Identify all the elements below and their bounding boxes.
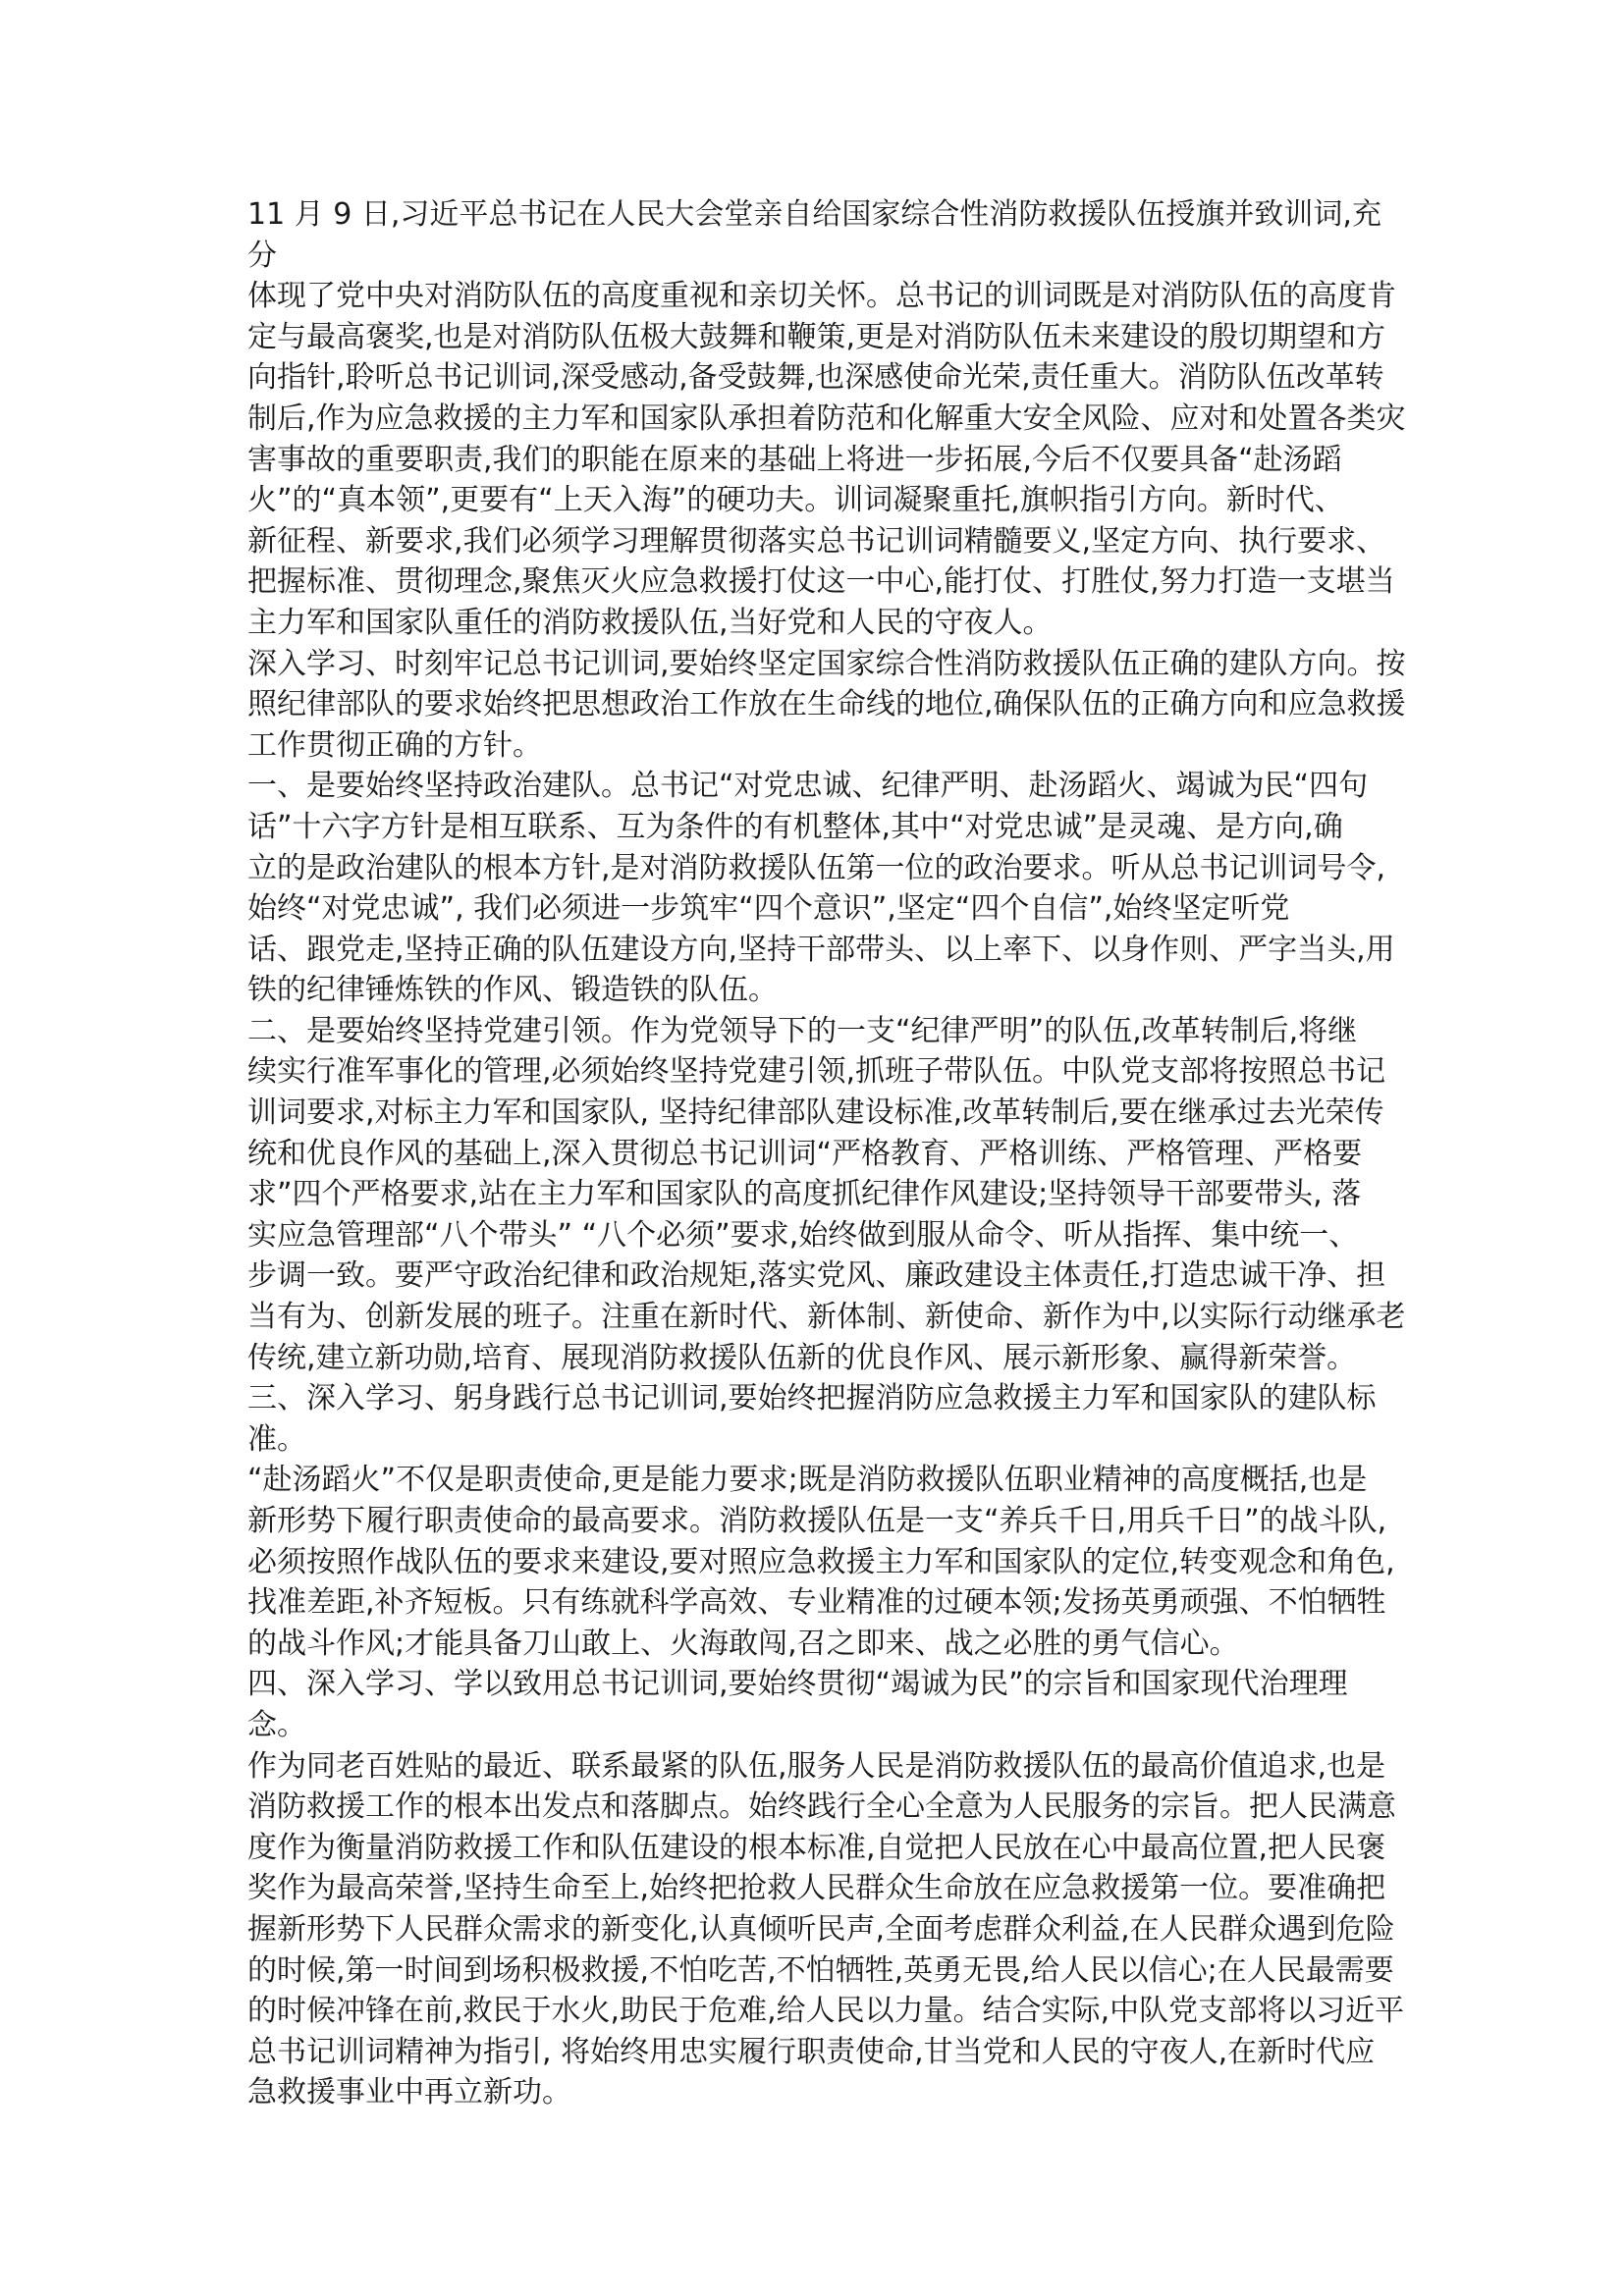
paragraph-section-4: 四、深入学习、学以致用总书记训词,要始终贯彻“竭诚为民”的宗旨和国家现代治理理念。 作为同老百姓贴的最近、联系最紧的队伍,服务人民是消防救援队伍的最高价值追求,也是 消防救援工作的根本出发点和落脚点。始终践行全心全意为人民服务的宗旨。把人民满意 度作为衡量消防救援工作和队伍建设的根本标准,自觉把人民放在心中最高位置,把人民褒 奖作为最高荣誉,坚持生命至上,始终把抢救人民群众生命放在应急救援第一位。要准确把 握新形势下人民群众需求的新变化,认真倾听民声,全面考虑群众利益,在人民群众遇到危险 的时候,第一时间到场积极救援,不怕吃苦,不怕牺牲,英勇无畏,给人民以信心;在人民最需要 的时候冲锋在前,救民于水火,助民于危难,给人民以力量。结合实际,中队党支部将以习近平 总书记训词精神为指引, 将始终用忠实履行职责使命,甘当党和人民的守夜人,在新时代应 急救援事业中再立新功。 — [247, 1667, 1405, 2110]
paragraph-section-1: 一、是要始终坚持政治建队。总书记“对党忠诚、纪律严明、赴汤蹈火、竭诚为民“四句 话”十六字方针是相互联系、互为条件的有机整体,其中“对党忠诚”是灵魂、是方向,确 立的是政治建队的根本方针,是对消防救援队伍第一位的政治要求。听从总书记训词号令, 始终“对党忠诚”, 我们必须进一步筑牢“四个意识”,坚定“四个自信”,始终坚定听党 话、跟党走,坚持正确的队伍建设方向,坚持干部带头、以上率下、以身作则、严字当头,用 铁的纪律锤炼铁的作风、锻造铁的队伍。 — [247, 769, 1395, 1008]
paragraph-section-3: 三、深入学习、躬身践行总书记训词,要始终把握消防应急救援主力军和国家队的建队标准。 “赴汤蹈火”不仅是职责使命,更是能力要求;既是消防救援队伍职业精神的高度概括,也是 新形势下履行职责使命的最高要求。消防救援队伍是一支“养兵千日,用兵千日”的战斗队, 必须按照作战队伍的要求来建设,要对照应急救援主力军和国家队的定位,转变观念和角色, 找准差距,补齐短板。只有练就科学高效、专业精准的过硬本领;发扬英勇顽强、不怕牺牲 的战斗作风;才能具备刀山敢上、火海敢闯,召之即来、战之必胜的勇气信心。 — [247, 1381, 1395, 1661]
paragraph-direction: 深入学习、时刻牢记总书记训词,要始终坚定国家综合性消防救援队伍正确的建队方向。按 照纪律部队的要求始终把思想政治工作放在生命线的地位,确保队伍的正确方向和应急救援 工作贯彻正确的方针。 — [247, 646, 1406, 763]
document-body — [247, 194, 1406, 2113]
paragraph-intro: 11 月 9 日,习近平总书记在人民大会堂亲自给国家综合性消防救援队伍授旗并致训词,充分 体现了党中央对消防队伍的高度重视和亲切关怀。总书记的训词既是对消防队伍的高度肯 定与最高褒奖,也是对消防队伍极大鼓舞和鞭策,更是对消防队伍未来建设的殷切期望和方 向指针,聆听总书记训词,深受感动,备受鼓舞,也深感使命光荣,责任重大。消防队伍改革转 制后,作为应急救援的主力军和国家队承担着防范和化解重大安全风险、应对和处置各类灾 害事故的重要职责,我们的职能在原来的基础上将进一步拓展,今后不仅要具备“赴汤蹈 火”的“真本领”,更要有“上天入海”的硬功夫。训词凝聚重托,旗帜指引方向。新时代、 新征程、新要求,我们必须学习理解贯彻落实总书记训词精髓要义,坚定方向、执行要求、 把握标准、贯彻理念,聚焦灭火应急救援打仗这一中心,能打仗、打胜仗,努力打造一支堪当 主力军和国家队重任的消防救援队伍,当好党和人民的守夜人。 — [247, 197, 1406, 640]
paragraph-section-2: 二、是要始终坚持党建引领。作为党领导下的一支“纪律严明”的队伍,改革转制后,将继 续实行准军事化的管理,必须始终坚持党建引领,抓班子带队伍。中队党支部将按照总书记 训词要求,对标主力军和国家队, 坚持纪律部队建设标准,改革转制后,要在继承过去光荣传 统和优良作风的基础上,深入贯彻总书记训词“严格教育、严格训练、严格管理、严格要 求”四个严格要求,站在主力军和国家队的高度抓纪律作风建设;坚持领导干部要带头, 落 实应急管理部“八个带头” “八个必须”要求,始终做到服从命令、听从指挥、集中统一、 步调一致。要严守政治纪律和政治规矩,落实党风、廉政建设主体责任,打造忠诚干净、担 当有为、创新发展的班子。注重在新时代、新体制、新使命、新作为中,以实际行动继承老 传统,建立新功勋,培育、展现消防救援队伍新的优良作风、展示新形象、赢得新荣誉。 — [247, 1013, 1406, 1375]
